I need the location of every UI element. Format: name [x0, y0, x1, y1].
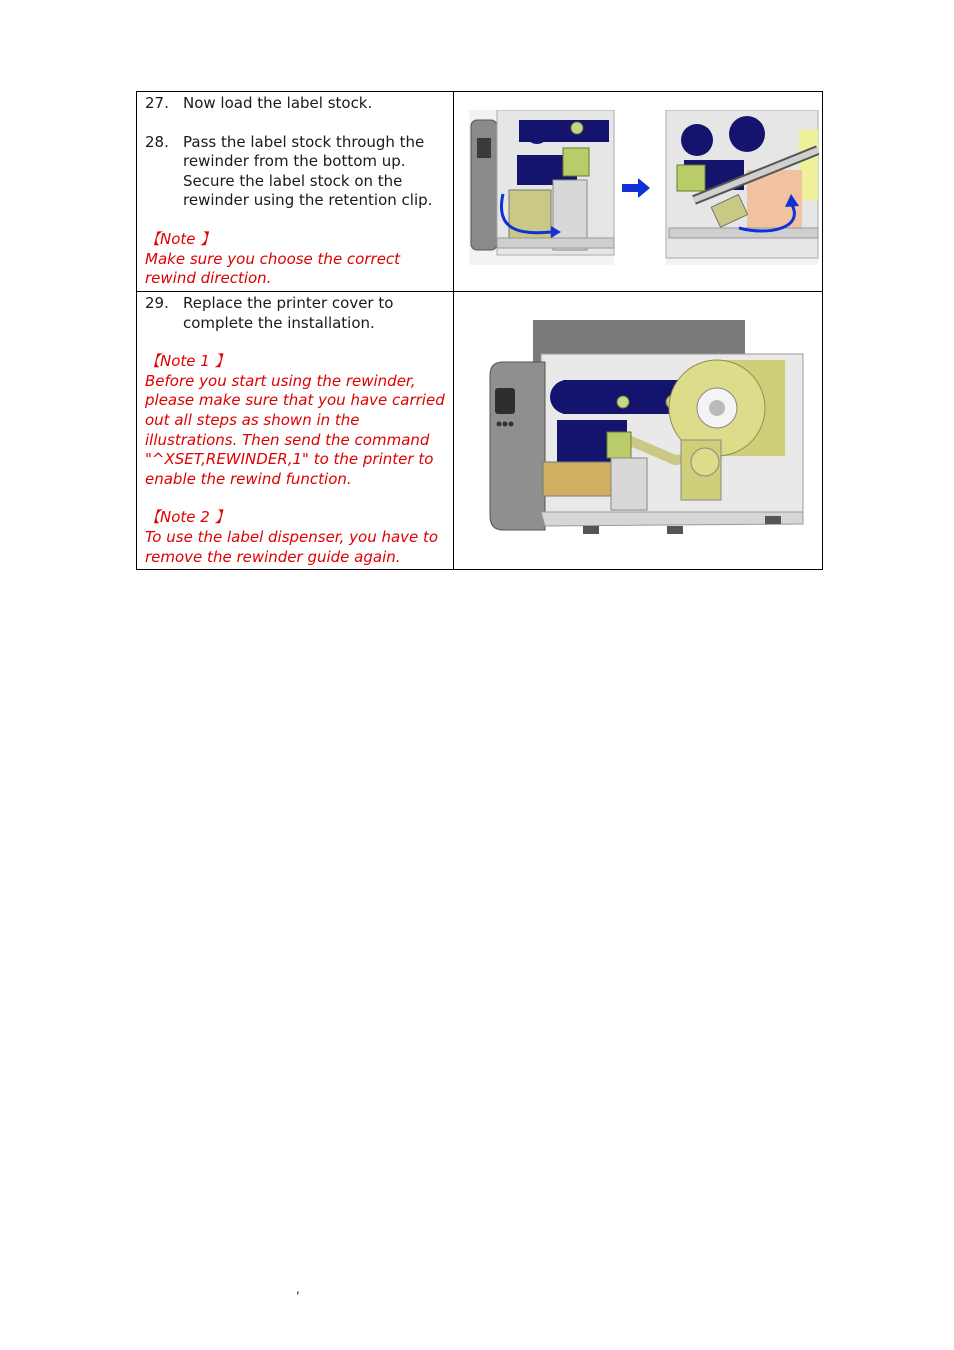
step-number: 27. [145, 94, 169, 112]
instruction-cell [145, 94, 449, 308]
column-divider [453, 92, 454, 291]
step-number: 29. [145, 294, 169, 312]
step-29 [145, 294, 449, 333]
rewind-direction-illustration [469, 110, 819, 270]
note-title: 【Note 1 】 [145, 352, 230, 371]
note-body: Make sure you choose the correct rewind direction. [145, 249, 401, 288]
printer-before-view [469, 110, 614, 265]
instruction-table [136, 91, 823, 570]
note-title: 【Note 2 】 [145, 508, 230, 527]
step-number: 28. [145, 132, 169, 151]
printer-after-view [666, 110, 818, 265]
instruction-cell [145, 294, 449, 586]
footer-mark: , [296, 1282, 300, 1296]
step-text: Now load the label stock. [183, 94, 373, 112]
arrow-right-icon [622, 178, 650, 198]
step-text: Replace the printer cover to complete the installation. [183, 294, 394, 332]
column-divider [453, 292, 454, 569]
table-row [137, 92, 822, 292]
note-title: 【Note 】 [145, 229, 216, 248]
note-body: To use the label dispenser, you have to remove the rewinder guide again. [145, 527, 439, 566]
note-body: Before you start using the rewinder, please make sure that you have carried out all steps as shown in the illustrations. Then send the command "^XSET,REWINDER,1" to the printer to enable the rewind function. [145, 371, 445, 488]
printer-complete-illustration [485, 320, 807, 546]
table-row [137, 292, 822, 569]
step-text: Pass the label stock through the rewinder from the bottom up. Secure the label stock on the rewinder using the retention clip. [183, 132, 433, 210]
step-27 [145, 94, 449, 114]
step-28 [145, 133, 449, 211]
